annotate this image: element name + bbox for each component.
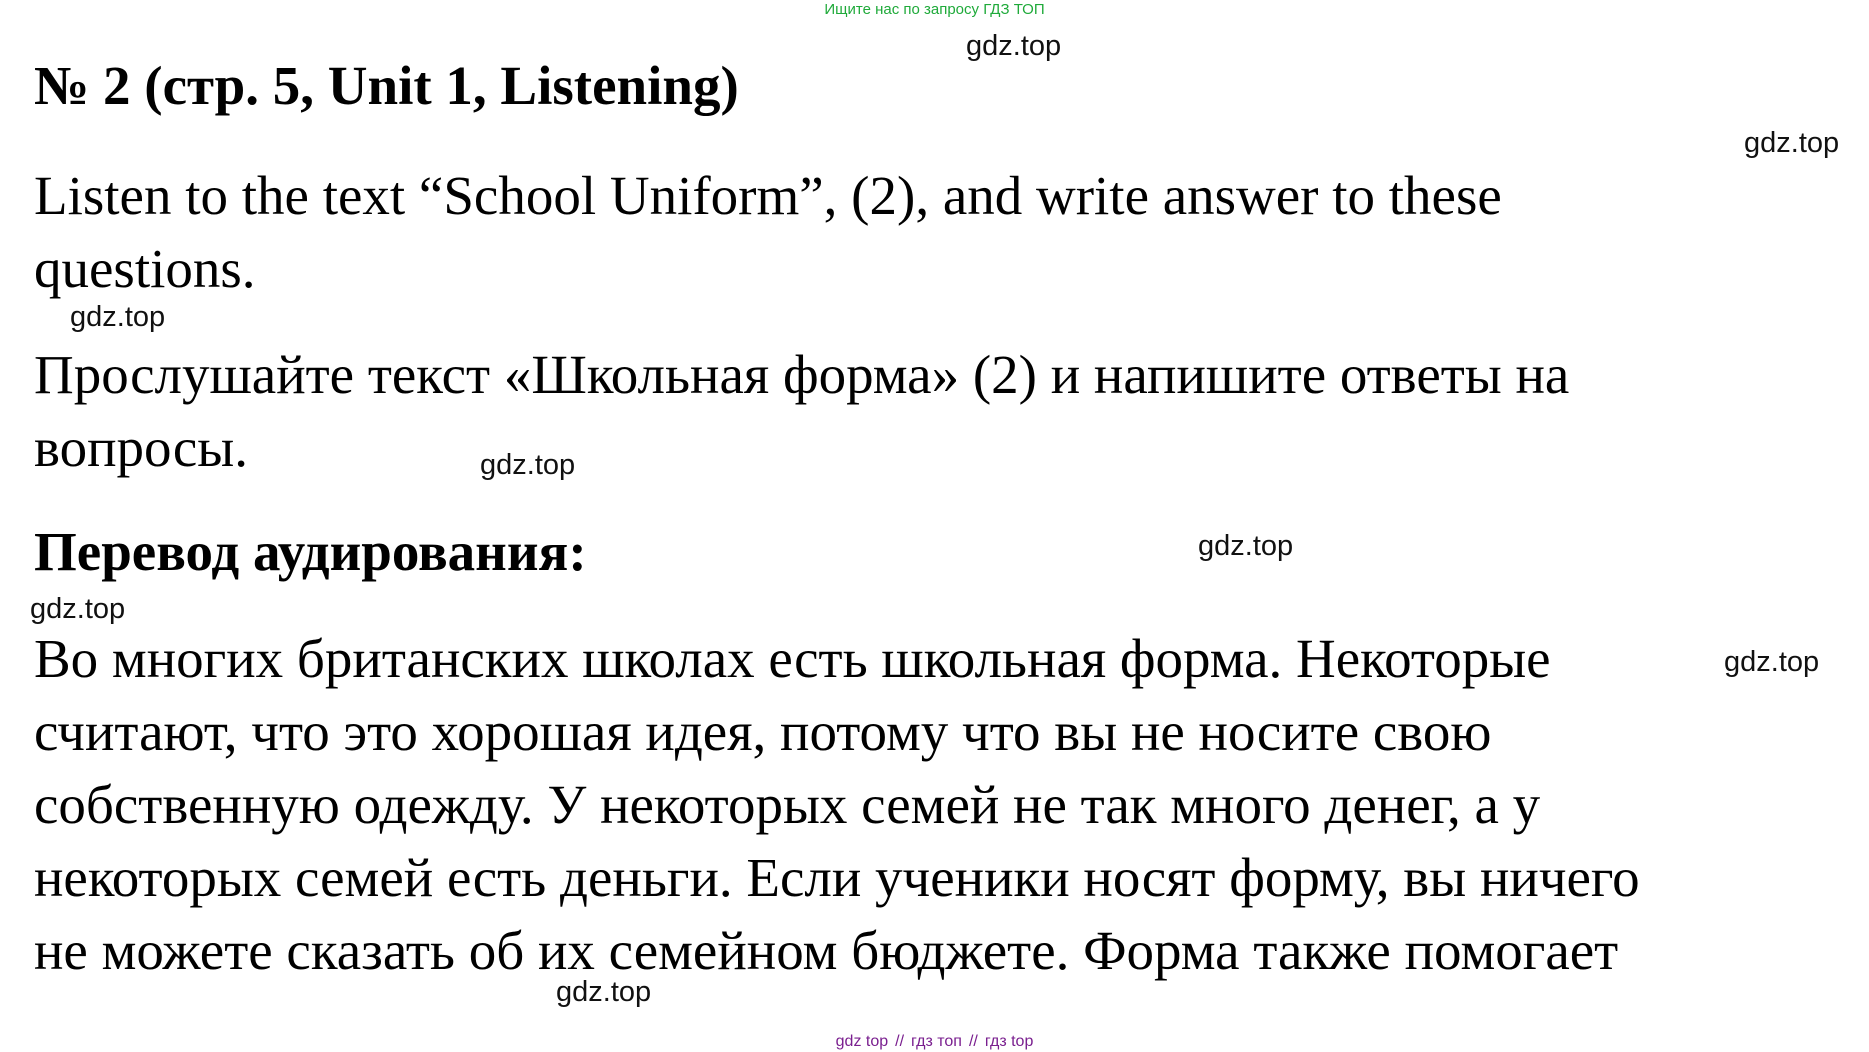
bottom-banner-item: гдз топ — [911, 1033, 962, 1050]
watermark: gdz.top — [1198, 530, 1294, 562]
watermark: gdz.top — [480, 449, 576, 481]
translation-line: считают, что это хорошая идея, потому что вы не носите свою — [34, 701, 1492, 762]
bottom-banner-separator: // — [968, 1033, 978, 1050]
translation-line: собственную одежду. У некоторых семей не так много денег, а у — [34, 774, 1541, 835]
watermark: gdz.top — [966, 30, 1062, 62]
bottom-banner-item: гдз top — [984, 1033, 1034, 1050]
translation-text — [34, 622, 1774, 987]
bottom-banner-separator: // — [895, 1033, 905, 1050]
page-title: № 2 (стр. 5, Unit 1, Listening) — [34, 55, 739, 116]
task-text-russian: Прослушайте текст «Школьная форма» (2) и напишите ответы на вопросы. — [34, 344, 1570, 478]
translation-line: Во многих британских школах есть школьная форма. Некоторые — [34, 628, 1551, 689]
watermark: gdz.top — [1744, 127, 1840, 159]
bottom-banner — [0, 1033, 1869, 1051]
watermark: gdz.top — [70, 301, 166, 333]
top-banner: Ищите нас по запросу ГДЗ ТОП — [824, 1, 1045, 18]
translation-line: некоторых семей есть деньги. Если ученики носят форму, вы ничего — [34, 847, 1640, 908]
bottom-banner-item: gdz top — [835, 1033, 889, 1050]
watermark: gdz.top — [556, 976, 652, 1008]
translation-line: не можете сказать об их семейном бюджете. Форма также помогает — [34, 920, 1619, 981]
task-text-english: Listen to the text “School Uniform”, (2), and write answer to these questions. — [34, 165, 1502, 299]
watermark: gdz.top — [1724, 646, 1820, 678]
watermark: gdz.top — [30, 593, 126, 625]
section-heading: Перевод аудирования: — [34, 521, 587, 582]
